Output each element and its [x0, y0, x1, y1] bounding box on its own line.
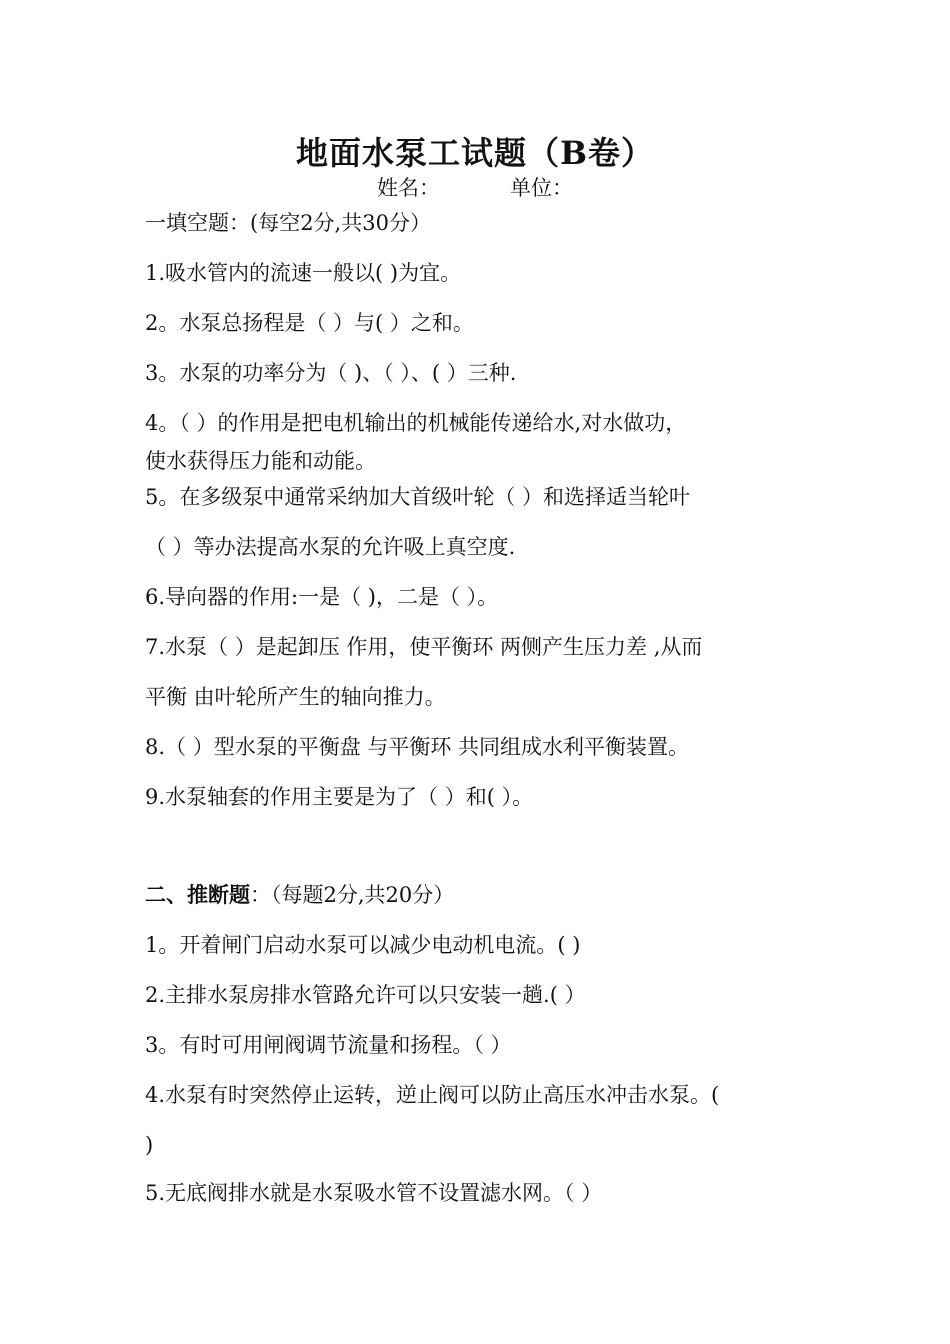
question-line: 8.（ ）型水泵的平衡盘 与平衡环 共同组成水利平衡装置。	[145, 735, 690, 759]
question-line: 5.无底阀排水就是水泵吸水管不设置滤水网。（ ）	[145, 1181, 603, 1205]
name-label: 姓名：	[377, 176, 440, 200]
question-line: 1.吸水管内的流速一般以( )为宜。	[145, 261, 462, 285]
question-line: 6.导向器的作用:一是（ )，二是（ ）。	[145, 585, 499, 609]
question-line: 3。水泵的功率分为（ )、（ ）、( ）三种.	[145, 361, 517, 385]
question-line: 7.水泵（ ）是起卸压 作用，使平衡环 两侧产生压力差 ,从而	[145, 635, 703, 659]
question-line: 2。水泵总扬程是（ ）与( ）之和。	[145, 311, 474, 335]
question-line: 2.主排水泵房排水管路允许可以只安装一趟.( ）	[145, 983, 586, 1007]
question-line: 平衡 由叶轮所产生的轴向推力。	[145, 685, 446, 709]
question-line: 5。在多级泵中通常采纳加大首级叶轮（ ）和选择适当轮叶	[145, 485, 691, 509]
question-line: （ ）等办法提高水泵的允许吸上真空度.	[145, 535, 516, 559]
section2-heading-rest: ：（每题2分,共20分）	[250, 883, 455, 907]
question-line: 使水获得压力能和动能。	[145, 449, 376, 473]
name-unit-row	[0, 172, 950, 202]
section2-heading	[145, 880, 815, 910]
question-line: 4。（ ）的作用是把电机输出的机械能传递给水,对水做功，	[145, 411, 687, 435]
section2-heading-bold: 二、推断题	[145, 882, 250, 907]
question-line: 3。有时可用闸阀调节流量和扬程。（ ）	[145, 1033, 512, 1057]
question-line: )	[145, 1133, 154, 1157]
question-line: 1。开着闸门启动水泵可以减少电动机电流。( )	[145, 933, 581, 957]
page-title: 地面水泵工试题（B卷）	[295, 134, 655, 172]
unit-label: 单位：	[510, 176, 573, 200]
question-line: 9.水泵轴套的作用主要是为了（ ）和( ）。	[145, 785, 534, 809]
question-line: 4.水泵有时突然停止运转，逆止阀可以防止高压水冲击水泵。(	[145, 1083, 720, 1107]
section1-heading: 一填空题：(每空2分,共30分）	[145, 211, 431, 235]
